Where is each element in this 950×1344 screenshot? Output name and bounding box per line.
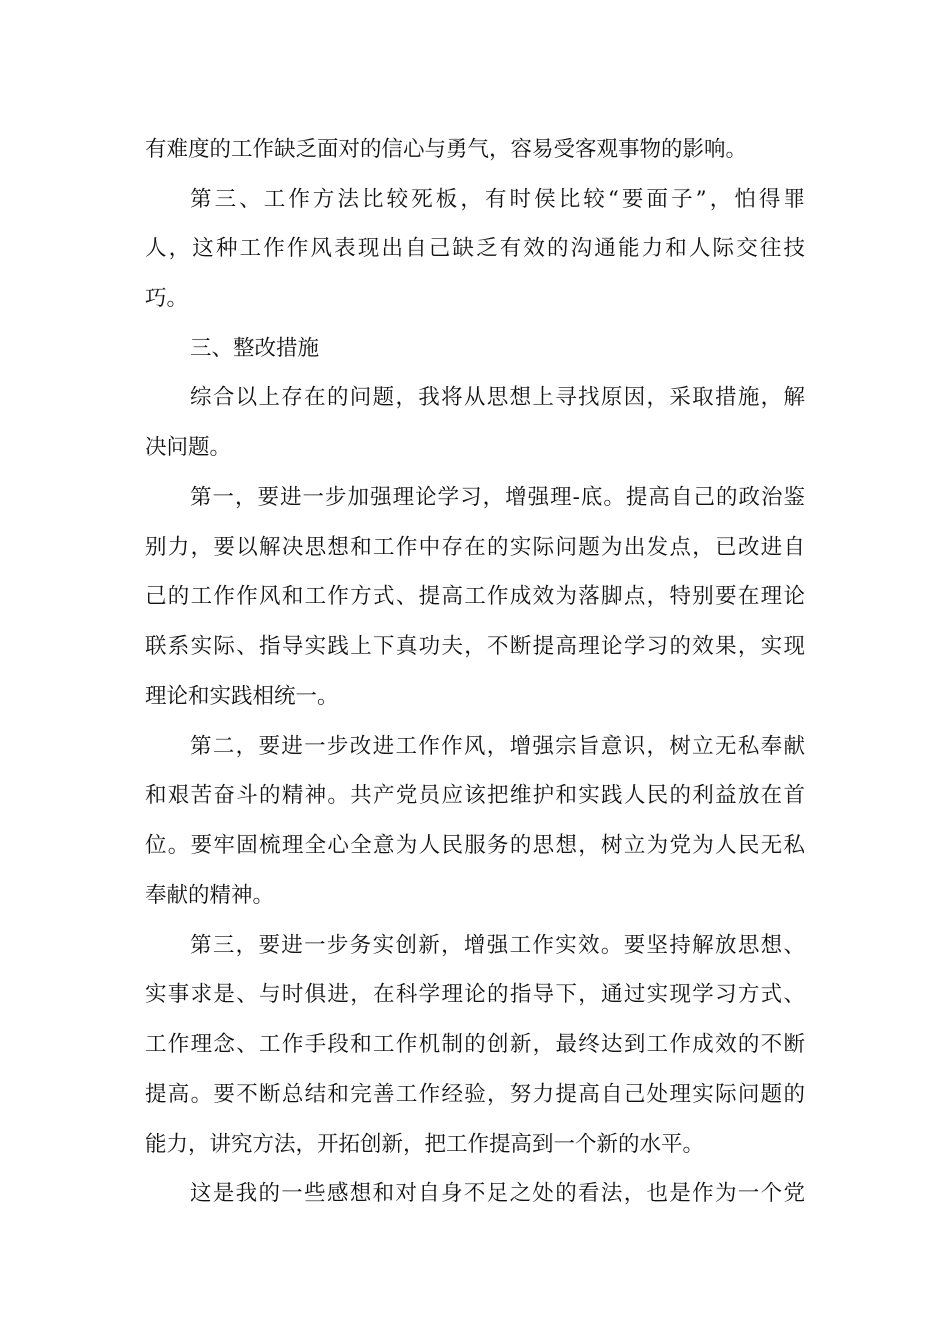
text-line-6: 综合以上存在的问题，我将从思想上寻找原因，采取措施，解 <box>190 385 805 410</box>
text-line-7: 决问题。 <box>145 435 232 460</box>
text-line-18: 实事求是、与时俱进，在科学理论的指导下，通过实现学习方式、 <box>145 982 805 1007</box>
text-line-15: 位。要牢固梳理全心全意为人民服务的思想，树立为党为人民无私 <box>145 833 805 858</box>
text-line-4: 巧。 <box>145 286 189 311</box>
section-heading: 三、整改措施 <box>190 336 320 361</box>
text-line-3: 人，这种工作作风表现出自己缺乏有效的沟通能力和人际交往技 <box>145 236 805 261</box>
text-line-2: 第三、工作方法比较死板，有时侯比较“要面子”，怕得罪 <box>190 187 805 212</box>
text-line-19: 工作理念、工作手段和工作机制的创新，最终达到工作成效的不断 <box>145 1032 805 1057</box>
text-line-8: 第一，要进一步加强理论学习，增强理-底。提高自己的政治鉴 <box>190 485 805 510</box>
text-line-13: 第二，要进一步改进工作作风，增强宗旨意识，树立无私奉献 <box>190 734 805 759</box>
text-line-9: 别力，要以解决思想和工作中存在的实际问题为出发点，已改进自 <box>145 535 805 560</box>
text-line-22: 这是我的一些感想和对自身不足之处的看法，也是作为一个党 <box>190 1181 805 1206</box>
text-line-17: 第三，要进一步务实创新，增强工作实效。要坚持解放思想、 <box>190 933 805 958</box>
text-line-16: 奉献的精神。 <box>145 883 275 908</box>
text-line-12: 理论和实践相统一。 <box>145 684 339 709</box>
text-line-1: 有难度的工作缺乏面对的信心与勇气，容易受客观事物的影响。 <box>145 137 748 162</box>
text-line-14: 和艰苦奋斗的精神。共产党员应该把维护和实践人民的利益放在首 <box>145 783 805 808</box>
text-line-10: 己的工作作风和工作方式、提高工作成效为落脚点，特别要在理论 <box>145 584 805 609</box>
text-line-20: 提高。要不断总结和完善工作经验，努力提高自己处理实际问题的 <box>145 1082 805 1107</box>
text-line-21: 能力，讲究方法，开拓创新，把工作提高到一个新的水平。 <box>145 1132 705 1157</box>
text-line-11: 联系实际、指导实践上下真功夫，不断提高理论学习的效果，实现 <box>145 634 805 659</box>
